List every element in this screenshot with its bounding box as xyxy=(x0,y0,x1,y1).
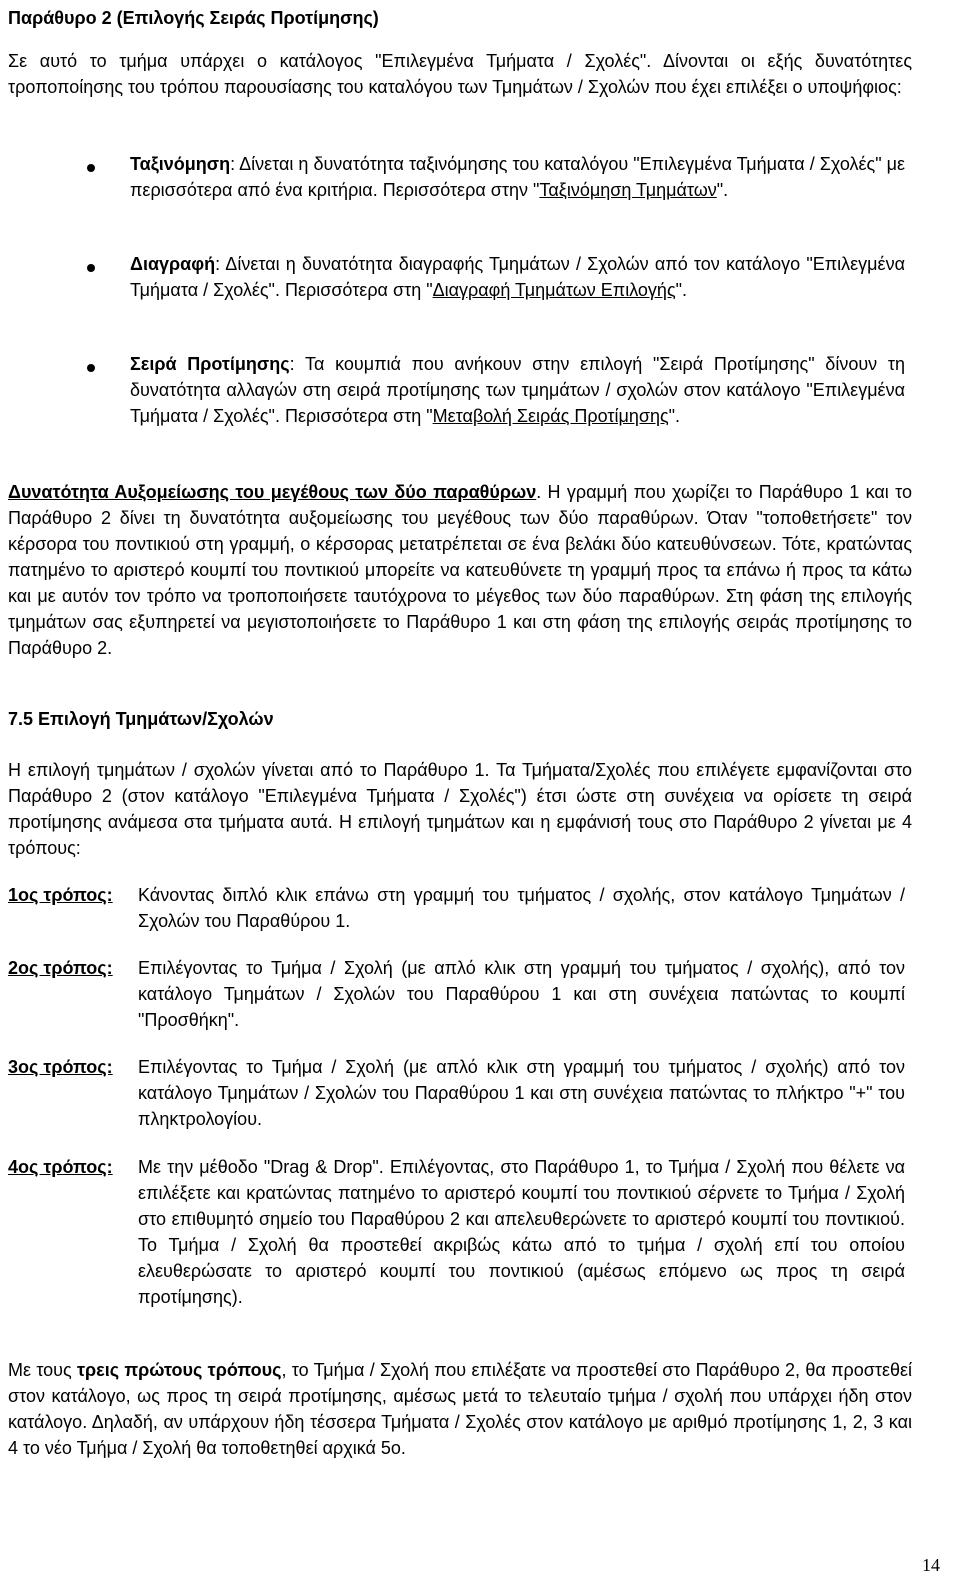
section-heading xyxy=(8,707,912,731)
method-text: Επιλέγοντας το Τμήμα / Σχολή (με απλό κλικ στη γραμμή του τμήματος / σχολής), από τον κατάλογο Τμημάτων / Σχολών του Παραθύρου 1 και στη συνέχεια πατώντας το κουμπί "Προσθήκη". xyxy=(138,958,905,1030)
resize-title: Δυνατότητα Αυξομείωσης του μεγέθους των δύο παραθύρων xyxy=(8,482,537,502)
closing-prefix: Με τους xyxy=(8,1360,78,1380)
bullet-text: : Δίνεται η δυνατότητα διαγραφής Τμημάτων / Σχολών από τον κατάλογο "Επιλεγμένα Τμήματα / Σχολές". Περισσότερα στη " xyxy=(130,254,905,300)
bullet-term: Διαγραφή xyxy=(130,254,216,274)
method-text: Με την μέθοδο "Drag & Drop". Επιλέγοντας, στο Παράθυρο 1, το Τμήμα / Σχολή που θέλετε να επιλέξετε και κρατώντας πατημένο το αριστερό κουμπί του ποντικιού σέρνετε το Τμήμα / Σχολή στο επιθυμητό σημείο του Παραθύρου 2 και απελευθερώνετε το αριστερό κουμπί του ποντικιού. Το Τμήμα / Σχολή θα προστεθεί ακριβώς κάτω από το τμήμα / σχολή επί του οποίου ελευθερώσατε το αριστερό κουμπί του ποντικιού (αμέσως επόμενο ως προς τη σειρά προτίμησης). xyxy=(138,1157,905,1307)
bullet-sorting xyxy=(130,151,905,203)
section-title: Επιλογή Τμημάτων/Σχολών xyxy=(33,709,274,729)
bullet-term: Ταξινόμηση xyxy=(130,154,231,174)
bullet-text: : Δίνεται η δυνατότητα ταξινόμησης του καταλόγου "Επιλεγμένα Τμήματα / Σχολές" με περισσότερα από ένα κριτήρια. Περισσότερα στην " xyxy=(130,154,905,200)
bullet-tail: ". xyxy=(668,406,681,426)
link-order[interactable]: Μεταβολή Σειράς Προτίμησης xyxy=(432,406,669,426)
bullet-tail: ". xyxy=(675,280,688,300)
closing-bold: τρεις πρώτους τρόπους xyxy=(77,1360,282,1380)
link-sorting[interactable]: Ταξινόμηση Τμημάτων xyxy=(539,180,717,200)
method-label: 3ος τρόπος: xyxy=(8,1057,113,1077)
page-number: 14 xyxy=(922,1555,940,1575)
method-label: 2ος τρόπος: xyxy=(8,958,113,978)
bullet-delete xyxy=(130,251,905,303)
section-intro: Η επιλογή τμημάτων / σχολών γίνεται από το Παράθυρο 1. Τα Τμήματα/Σχολές που επιλέγετε εμφανίζονται στο Παράθυρο 2 (στον κατάλογο "Επιλεγμένα Τμήματα / Σχολές") έτσι ώστε στη συνέχεια να ορίσετε τη σειρά προτίμησης ανάμεσα στα τμήματα αυτά. Η επιλογή τμημάτων και η εμφάνισή τους στο Παράθυρο 2 γίνεται με 4 τρόπους: xyxy=(8,760,912,858)
bullet-text: : Τα κουμπιά που ανήκουν στην επιλογή "Σειρά Προτίμησης" δίνουν τη δυνατότητα αλλαγών στη σειρά προτίμησης των τμημάτων / σχολών στον κατάλογο "Επιλεγμένα Τμήματα / Σχολές". Περισσότερα στη " xyxy=(130,354,906,426)
resize-text: . Η γραμμή που χωρίζει το Παράθυρο 1 και το Παράθυρο 2 δίνει τη δυνατότητα αυξομείωσης του μεγέθους των δύο παραθύρων. Όταν "τοποθετήσετε" τον κέρσορα του ποντικιού στη γραμμή, ο κέρσορας μετατρέπεται σε ένα βελάκι δύο κατευθύνσεων. Τότε, κρατώντας πατημένο το αριστερό κουμπί του ποντικιού μπορείτε να κατευθύνετε τη γραμμή προς τα επάνω ή προς τα κάτω και με αυτόν τον τρόπο να τροποποιήσετε ταυτόχρονα το μέγεθος των δύο παραθύρων. Στη φάση της επιλογής τμημάτων σας εξυπηρετεί να μεγιστοποιήσετε το Παράθυρο 1 και στη φάση της επιλογής σειράς προτίμησης το Παράθυρο 2. xyxy=(8,482,913,658)
bullet-dot xyxy=(87,164,95,172)
intro-paragraph: Σε αυτό το τμήμα υπάρχει ο κατάλογος "Επιλεγμένα Τμήματα / Σχολές". Δίνονται οι εξής δυνατότητες τροποποίησης του τρόπου παρουσίασης του καταλόγου των Τμημάτων / Σχολών που έχει επιλέξει ο υποψήφιος: xyxy=(8,51,912,97)
bullet-dot xyxy=(87,264,95,272)
method-label: 1ος τρόπος: xyxy=(8,885,113,905)
window-heading: Παράθυρο 2 (Επιλογής Σειράς Προτίμησης) xyxy=(8,8,379,28)
section-number: 7.5 xyxy=(8,709,34,729)
closing-text: , το Τμήμα / Σχολή που επιλέξατε να προστεθεί στο Παράθυρο 2, θα προστεθεί στον κατάλογο, ως προς τη σειρά προτίμησης, αμέσως μετά το τελευταίο τμήμα / σχολή που υπάρχει ήδη στον κατάλογο. Δηλαδή, αν υπάρχουν ήδη τέσσερα Τμήματα / Σχολές στον κατάλογο με αριθμό προτίμησης 1, 2, 3 και 4 το νέο Τμήμα / Σχολή θα τοποθετηθεί αρχικά 5ο. xyxy=(8,1360,913,1458)
method-text: Επιλέγοντας το Τμήμα / Σχολή (με απλό κλικ στη γραμμή του τμήματος / σχολής) από τον κατάλογο Τμημάτων / Σχολών του Παραθύρου 1 και στη συνέχεια πατώντας το πλήκτρο "+" του πληκτρολογίου. xyxy=(138,1057,905,1129)
method-text: Κάνοντας διπλό κλικ επάνω στη γραμμή του τμήματος / σχολής, στον κατάλογο Τμημάτων / Σχολών του Παραθύρου 1. xyxy=(138,885,905,931)
method-label: 4ος τρόπος: xyxy=(8,1157,113,1177)
bullet-tail: ". xyxy=(716,180,729,200)
closing-paragraph xyxy=(8,1357,912,1461)
bullet-term: Σειρά Προτίμησης xyxy=(130,354,290,374)
bullet-order xyxy=(130,351,905,429)
bullet-dot xyxy=(87,364,95,372)
link-delete[interactable]: Διαγραφή Τμημάτων Επιλογής xyxy=(432,280,676,300)
resize-paragraph xyxy=(8,479,912,661)
